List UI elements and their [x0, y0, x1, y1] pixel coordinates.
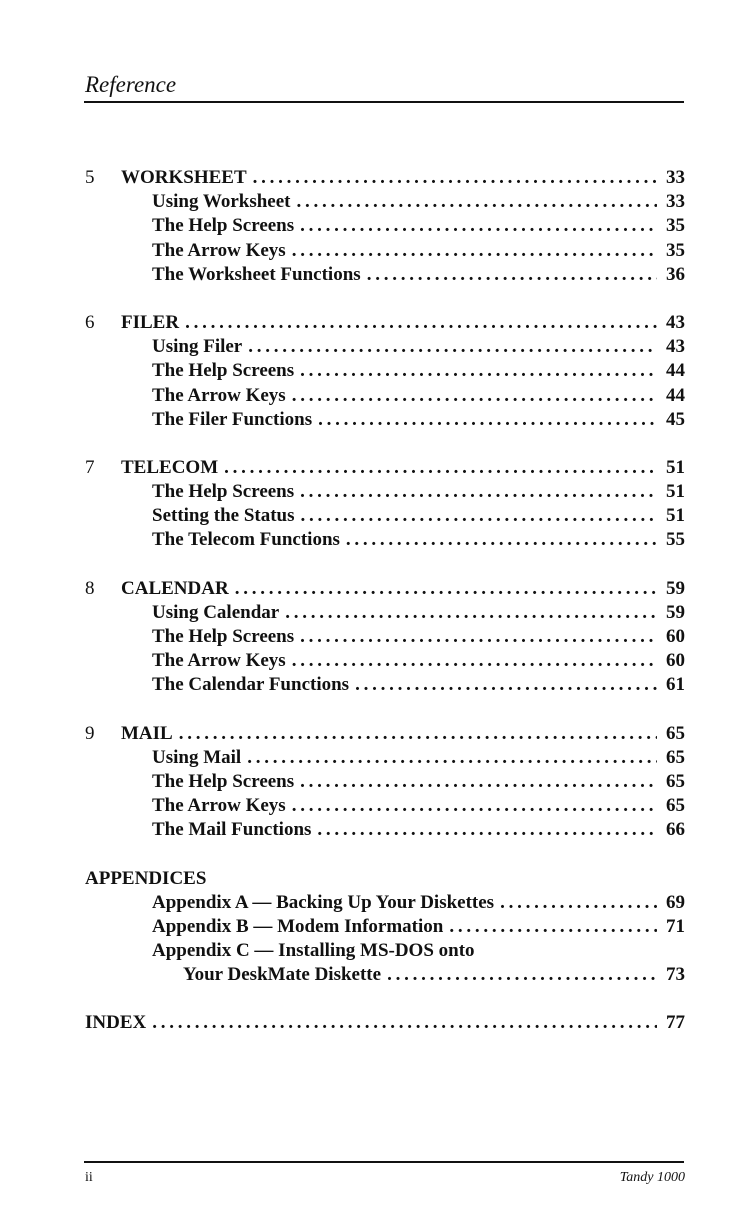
page-ref: 71 [666, 915, 685, 937]
toc-entry [85, 504, 685, 528]
toc-entry [85, 673, 685, 697]
dot-leader [235, 577, 657, 601]
page-ref: 73 [666, 964, 685, 986]
dot-leader [296, 190, 657, 214]
dot-leader [300, 359, 657, 383]
page-ref: 77 [666, 1012, 685, 1034]
page-ref: 51 [666, 456, 685, 478]
entry-title: The Help Screens [152, 215, 295, 237]
toc-section [85, 722, 685, 843]
dot-leader [300, 625, 657, 649]
toc-entry [85, 528, 685, 552]
dot-leader [247, 746, 657, 770]
toc-section [85, 311, 685, 432]
chapter-number: 8 [85, 577, 95, 599]
page-ref: 60 [666, 626, 685, 647]
page-ref: 44 [666, 384, 685, 406]
entry-title: The Arrow Keys [152, 795, 286, 817]
toc-entry [85, 818, 685, 842]
toc-entry [85, 625, 685, 649]
dot-leader [292, 649, 657, 673]
appendix-entry-continuation [85, 963, 685, 987]
dot-leader [318, 408, 657, 432]
toc-section [85, 166, 685, 287]
dot-leader [300, 214, 657, 238]
page-ref: 33 [666, 167, 685, 188]
entry-title: APPENDICES [85, 867, 207, 889]
dot-leader [179, 722, 657, 746]
chapter-number: 7 [85, 456, 95, 478]
dot-leader [500, 891, 657, 915]
page-ref: 44 [666, 360, 685, 382]
page-ref: 36 [666, 263, 685, 285]
toc-entry [85, 649, 685, 673]
page-ref: 55 [666, 529, 685, 551]
entry-title: The Calendar Functions [152, 674, 350, 696]
toc-entry [85, 480, 685, 504]
page-ref: 45 [666, 408, 685, 430]
toc-entry [85, 794, 685, 818]
page-ref: 65 [666, 795, 685, 817]
footer-product-name: Tandy 1000 [619, 1170, 685, 1185]
chapter-line [85, 456, 685, 480]
dot-leader [185, 311, 657, 335]
chapter-number: 6 [85, 311, 95, 333]
dot-leader [292, 794, 657, 818]
toc-entry [85, 335, 685, 359]
toc-entry [85, 384, 685, 408]
toc-entry [85, 190, 685, 214]
entry-title: Using Calendar [152, 601, 280, 623]
entry-title: Your DeskMate Diskette [183, 964, 382, 986]
dot-leader [152, 1011, 657, 1035]
dot-leader [292, 239, 657, 263]
index-line [85, 1011, 685, 1035]
dot-leader [355, 673, 657, 697]
entry-title: The Help Screens [152, 770, 295, 792]
entry-title: The Telecom Functions [152, 529, 340, 551]
dot-leader [367, 263, 657, 287]
page-ref: 65 [666, 770, 685, 792]
chapter-number: 9 [85, 722, 95, 744]
page-ref: 35 [666, 215, 685, 237]
appendix-entry [85, 939, 685, 963]
dot-leader [346, 528, 657, 552]
page-ref: 60 [666, 650, 685, 672]
toc-entry [85, 746, 685, 770]
dot-leader [224, 456, 657, 480]
entry-title: The Help Screens [152, 626, 295, 647]
entry-title: MAIL [121, 722, 173, 744]
entry-title: Using Mail [152, 746, 242, 768]
entry-title: The Help Screens [152, 360, 295, 382]
dot-leader [253, 166, 657, 190]
entry-title: The Filer Functions [152, 408, 313, 430]
entry-title: Appendix C — Installing MS-DOS onto [152, 940, 475, 962]
appendix-entry [85, 891, 685, 915]
entry-title: Using Filer [152, 336, 243, 358]
toc-section [85, 456, 685, 553]
page-ref: 69 [666, 891, 685, 913]
dot-leader [449, 915, 657, 939]
entry-title: INDEX [85, 1012, 147, 1034]
footer-rule [84, 1161, 684, 1163]
entry-title: The Arrow Keys [152, 650, 286, 672]
dot-leader [285, 601, 657, 625]
toc-section [85, 577, 685, 698]
entry-title: WORKSHEET [121, 167, 247, 188]
entry-title: The Arrow Keys [152, 384, 286, 406]
appendices-heading [85, 867, 685, 891]
dot-leader [292, 384, 657, 408]
toc-entry [85, 408, 685, 432]
chapter-number: 5 [85, 167, 95, 188]
entry-title: Setting the Status [152, 505, 295, 527]
page-ref: 51 [666, 481, 685, 503]
page-ref: 43 [666, 336, 685, 358]
entry-title: Using Worksheet [152, 191, 291, 213]
page-ref: 65 [666, 746, 685, 768]
toc-entry [85, 601, 685, 625]
chapter-line [85, 577, 685, 601]
entry-title: The Mail Functions [152, 819, 312, 841]
appendix-entry [85, 915, 685, 939]
dot-leader [248, 335, 657, 359]
entry-title: Appendix A — Backing Up Your Diskettes [152, 891, 495, 913]
page-ref: 33 [666, 191, 685, 213]
toc-entry [85, 263, 685, 287]
page-number: ii [85, 1170, 93, 1185]
dot-leader [300, 480, 657, 504]
dot-leader [301, 504, 657, 528]
page-ref: 61 [666, 674, 685, 696]
page-ref: 43 [666, 311, 685, 333]
toc-entry [85, 770, 685, 794]
page-ref: 59 [666, 601, 685, 623]
table-of-contents [85, 166, 685, 1036]
running-header: Reference [85, 72, 177, 97]
dot-leader [300, 770, 657, 794]
toc-entry [85, 359, 685, 383]
entry-title: FILER [121, 311, 180, 333]
entry-title: Appendix B — Modem Information [152, 915, 444, 937]
chapter-line [85, 166, 685, 190]
page-ref: 65 [666, 722, 685, 744]
appendices-section [85, 867, 685, 988]
page-ref: 35 [666, 239, 685, 261]
entry-title: The Worksheet Functions [152, 263, 361, 285]
entry-title: TELECOM [121, 456, 219, 478]
chapter-line [85, 311, 685, 335]
dot-leader [387, 963, 657, 987]
page-ref: 51 [666, 505, 685, 527]
entry-title: The Help Screens [152, 481, 295, 503]
chapter-line [85, 722, 685, 746]
dot-leader [317, 818, 657, 842]
entry-title: CALENDAR [121, 577, 229, 599]
header-rule [84, 101, 684, 103]
page-ref: 66 [666, 819, 685, 841]
toc-entry [85, 239, 685, 263]
toc-entry [85, 214, 685, 238]
entry-title: The Arrow Keys [152, 239, 286, 261]
page-ref: 59 [666, 577, 685, 599]
